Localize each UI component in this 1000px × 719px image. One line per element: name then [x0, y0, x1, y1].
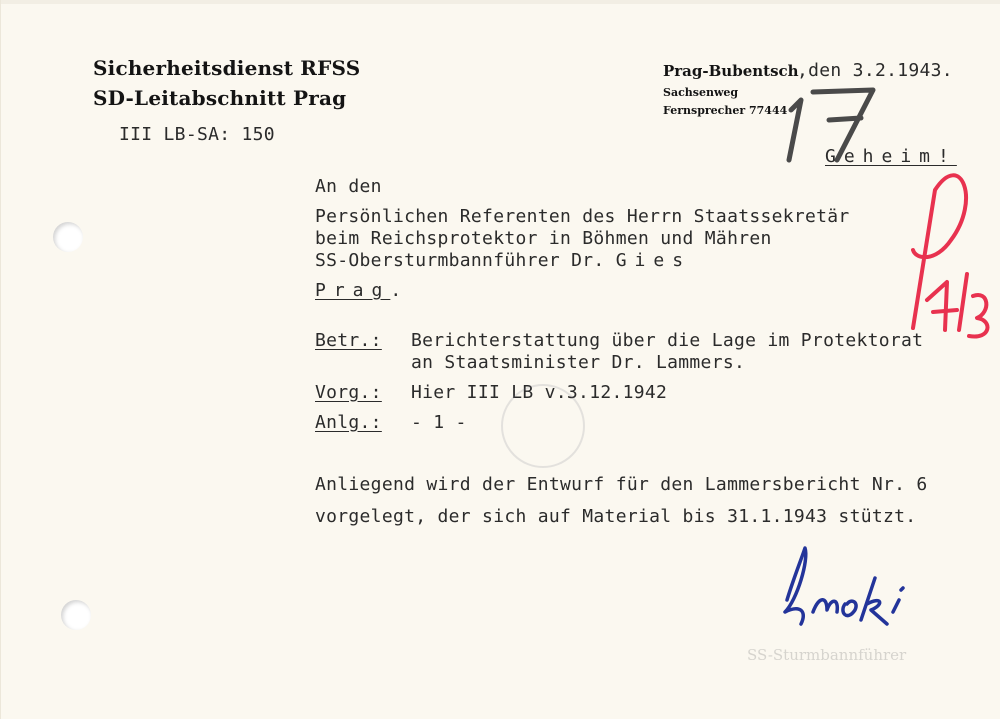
pencil-number-mark — [789, 90, 873, 160]
field-label-attachments: Anlg.: — [315, 412, 382, 433]
body-line1: Anliegend wird der Entwurf für den Lammersbericht Nr. 6 — [315, 474, 928, 495]
signature-title: SS-Sturmbannführer — [747, 646, 907, 664]
classification-secret: Geheim! — [825, 146, 957, 167]
place-city: Prag-Bubentsch — [663, 62, 799, 80]
body-line2: vorgelegt, der sich auf Material bis 31.1.1943 stützt. — [315, 506, 917, 527]
field-subject-line1: Berichterstattung über die Lage im Protektorat — [411, 330, 924, 351]
recipient-line1: Persönlichen Referenten des Herrn Staatssekretär — [315, 206, 850, 227]
recipient-city: Prag — [315, 280, 391, 301]
place-phone: Fernsprecher 77444 — [663, 104, 788, 117]
recipient-city-suffix: . — [390, 280, 402, 301]
field-label-previous: Vorg.: — [315, 382, 382, 403]
reference-number: III LB-SA: 150 — [119, 124, 275, 145]
recipient-line2: beim Reichsprotektor in Böhmen und Mähren — [315, 228, 772, 249]
place-street: Sachsenweg — [663, 86, 739, 99]
field-attachments-value: - 1 - — [411, 412, 467, 433]
field-subject-line2: an Staatsminister Dr. Lammers. — [411, 352, 746, 373]
field-previous-value: Hier III LB v.3.12.1942 — [411, 382, 668, 403]
recipient-name: Gies — [615, 250, 692, 271]
blue-ink-signature — [785, 548, 903, 624]
letter-date: ,den 3.2.1943. — [797, 60, 953, 81]
recipient-intro: An den — [315, 176, 382, 197]
field-label-subject: Betr.: — [315, 330, 382, 351]
letterhead-org-line1: Sicherheitsdienst RFSS — [93, 56, 361, 80]
red-pencil-initials — [913, 175, 987, 336]
recipient-rank: SS-Obersturmbannführer Dr. — [315, 250, 616, 271]
handwriting-layer — [1, 0, 1000, 719]
letterhead-org-line2: SD-Leitabschnitt Prag — [93, 86, 347, 110]
